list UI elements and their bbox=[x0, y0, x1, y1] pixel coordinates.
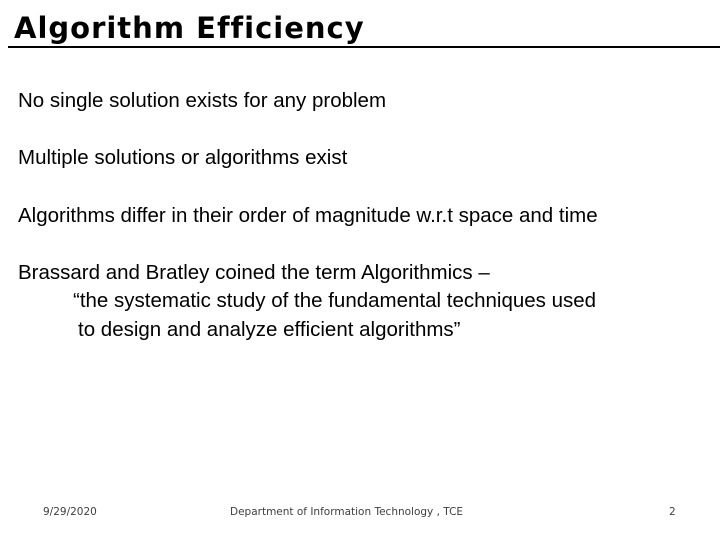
bullet-text: Multiple solutions or algorithms exist bbox=[18, 146, 348, 169]
footer-department: Department of Information Technology , TCE bbox=[230, 506, 464, 518]
slide-title: Algorithm Efficiency bbox=[14, 11, 365, 45]
footer-date: 9/29/2020 bbox=[43, 506, 97, 518]
bullet-text: No single solution exists for any problem bbox=[18, 89, 387, 112]
quote-line: to design and analyze efficient algorithms” bbox=[78, 318, 461, 341]
quote-line: “the systematic study of the fundamental techniques used bbox=[73, 289, 597, 312]
bullet-text: Brassard and Bratley coined the term Algorithmics – bbox=[18, 261, 490, 284]
title-underline bbox=[8, 46, 720, 48]
bullet-text: Algorithms differ in their order of magnitude w.r.t space and time bbox=[18, 204, 598, 227]
footer-page-number: 2 bbox=[669, 506, 676, 518]
